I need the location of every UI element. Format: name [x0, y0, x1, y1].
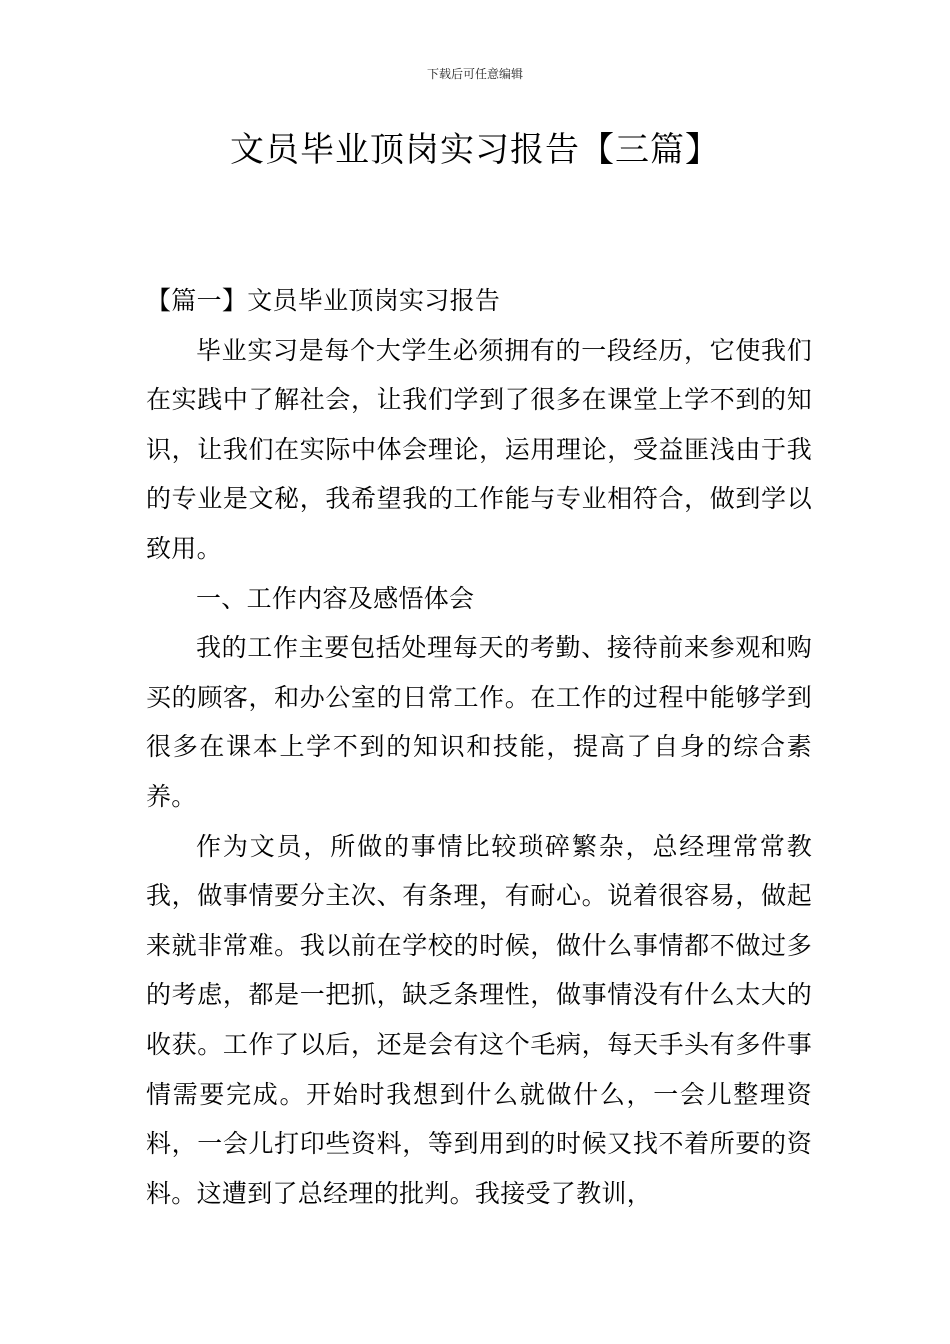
subheading-work-content: 一、工作内容及感悟体会	[196, 583, 475, 613]
document-body	[146, 276, 812, 1218]
paragraph-intro: 毕业实习是每个大学生必须拥有的一段经历，它使我们在实践中了解社会，让我们学到了很多在课堂上学不到的知识，让我们在实际中体会理论，运用理论，受益匪浅由于我的专业是文秘，我希望我的工作能与专业相符合，做到学以致用。	[146, 335, 812, 563]
page-header-note: 下载后可任意编辑	[426, 67, 523, 81]
paragraph-work-duties: 我的工作主要包括处理每天的考勤、接待前来参观和购买的顾客，和办公室的日常工作。在工作的过程中能够学到很多在课本上学不到的知识和技能，提高了自身的综合素养。	[146, 633, 812, 811]
paragraph-clerk-experience: 作为文员，所做的事情比较琐碎繁杂，总经理常常教我，做事情要分主次、有条理，有耐心。说着很容易，做起来就非常难。我以前在学校的时候，做什么事情都不做过多的考虑，都是一把抓，缺乏条理性，做事情没有什么太大的收获。工作了以后，还是会有这个毛病，每天手头有多件事情需要完成。开始时我想到什么就做什么，一会儿整理资料，一会儿打印些资料，等到用到的时候又找不着所要的资料。这遭到了总经理的批判。我接受了教训，	[146, 831, 812, 1208]
document-title: 文员毕业顶岗实习报告【三篇】	[230, 130, 720, 170]
section-heading: 【篇一】文员毕业顶岗实习报告	[146, 286, 501, 315]
